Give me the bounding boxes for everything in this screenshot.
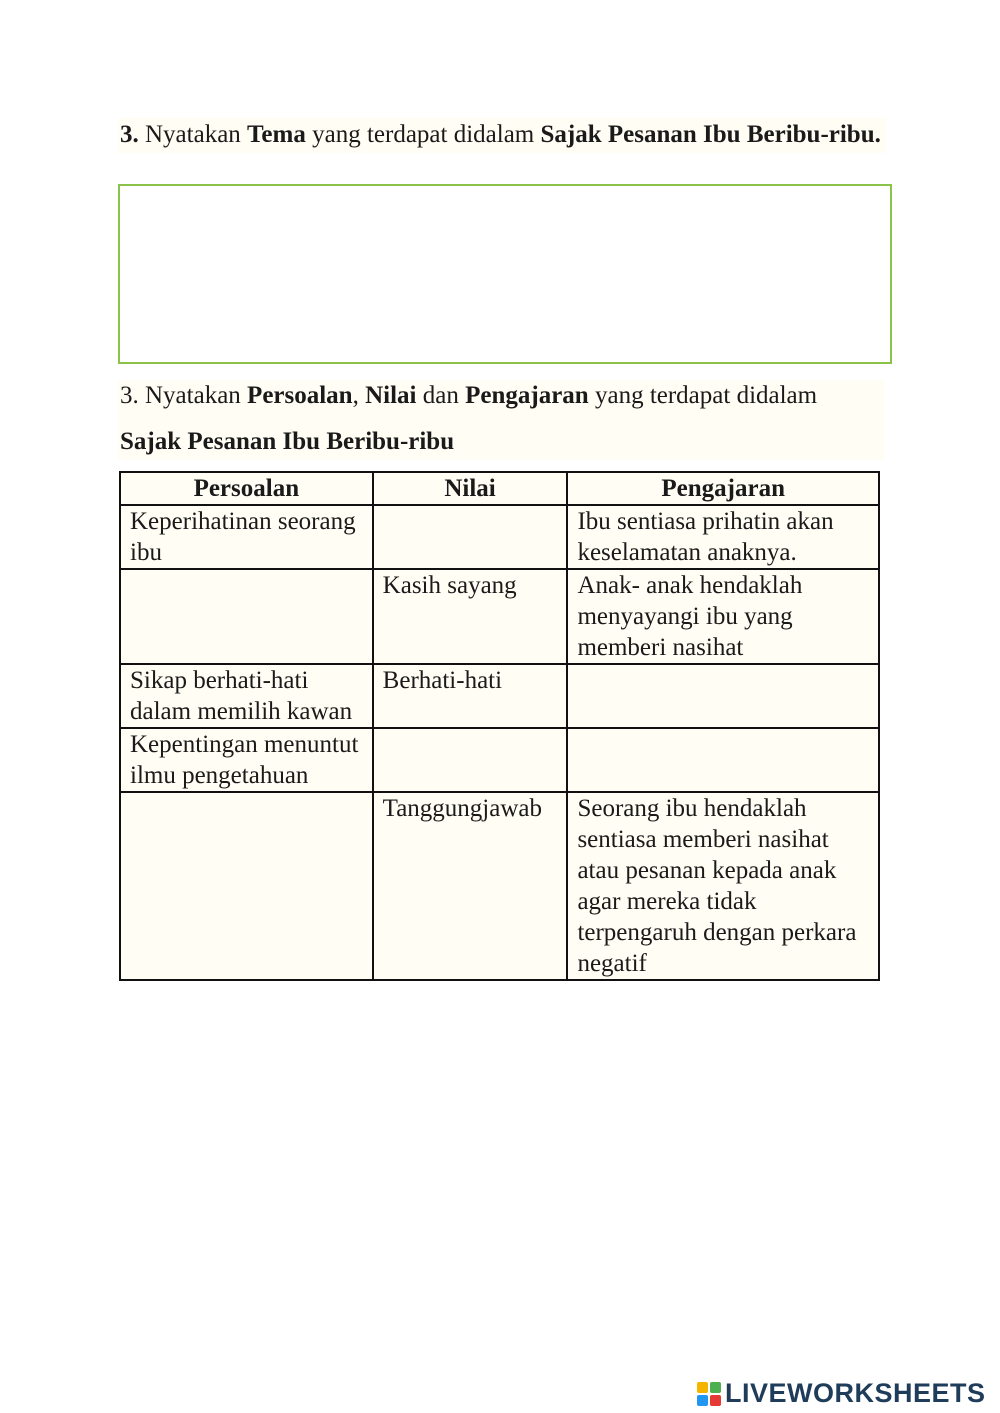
cell-persoalan: Keperihatinan seorang ibu [120,505,373,569]
prompt-keyword-nilai: Nilai [365,382,417,409]
table-header-row [120,472,879,505]
liveworksheets-logo [697,1378,986,1409]
answer-table [119,471,880,981]
blank-answer-cell[interactable] [373,728,568,792]
blank-answer-cell[interactable] [120,792,373,980]
table-row [120,728,879,792]
table-row [120,664,879,728]
prompt-text: yang terdapat didalam [305,121,541,148]
cell-pengajaran: Ibu sentiasa prihatin akan keselamatan anaknya. [567,505,879,569]
header-nilai: Nilai [373,472,568,505]
prompt-text: yang terdapat didalam [588,382,818,409]
cell-pengajaran: Seorang ibu hendaklah sentiasa memberi nasihat atau pesanan kepada anak agar mereka tidak terpengaruh dengan perkara negatif [567,792,879,980]
cell-nilai: Tanggungjawab [373,792,568,980]
question-2-line-1 [120,382,817,410]
table-row [120,792,879,980]
header-persoalan: Persoalan [120,472,373,505]
cell-nilai: Kasih sayang [373,569,568,664]
prompt-text: Nyatakan [138,121,248,148]
prompt-keyword-pengajaran: Pengajaran [465,382,589,409]
liveworksheets-logo-icon [697,1382,721,1406]
prompt-poem-title: Sajak Pesanan Ibu Beribu-ribu. [540,121,881,148]
prompt-text: , [352,382,366,409]
table-row [120,569,879,664]
cell-nilai: Berhati-hati [373,664,568,728]
question-number: 3. [120,121,139,148]
blank-answer-cell[interactable] [567,664,879,728]
blank-answer-cell[interactable] [373,505,568,569]
cell-persoalan: Kepentingan menuntut ilmu pengetahuan [120,728,373,792]
blank-answer-cell[interactable] [120,569,373,664]
question-1-prompt [118,118,886,153]
prompt-text: 3. Nyatakan [120,382,248,409]
question-2-prompt [118,380,884,460]
prompt-text: dan [416,382,466,409]
cell-persoalan: Sikap berhati-hati dalam memilih kawan [120,664,373,728]
table-row [120,505,879,569]
header-pengajaran: Pengajaran [567,472,879,505]
prompt-keyword-tema: Tema [247,121,306,148]
blank-answer-cell[interactable] [567,728,879,792]
tema-answer-box[interactable] [118,184,892,364]
prompt-keyword-persoalan: Persoalan [247,382,353,409]
cell-pengajaran: Anak- anak hendaklah menyayangi ibu yang memberi nasihat [567,569,879,664]
logo-text: LIVEWORKSHEETS [725,1378,986,1408]
question-2-poem-title: Sajak Pesanan Ibu Beribu-ribu [120,428,455,455]
